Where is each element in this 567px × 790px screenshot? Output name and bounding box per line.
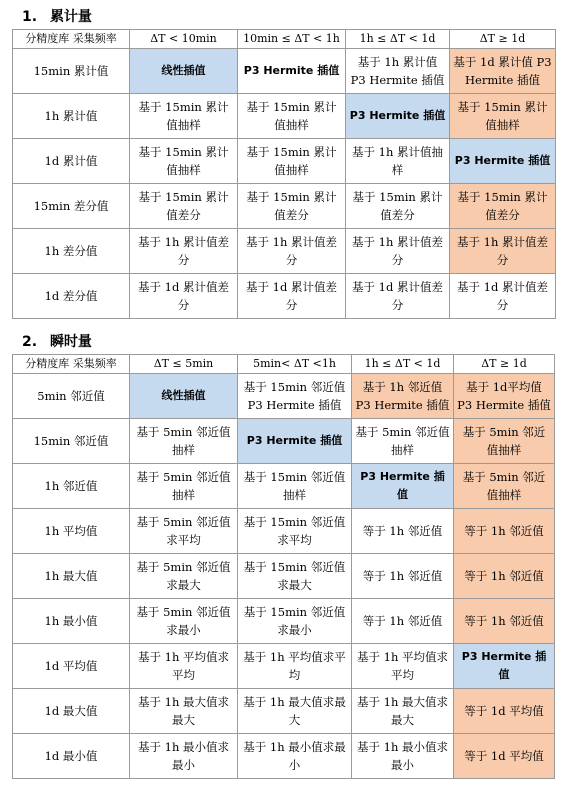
table-cell: 等于 1d 平均值 (454, 734, 555, 779)
table-cell: 基于 1d 累计值差分 (346, 274, 450, 319)
table-cell: 等于 1h 邻近值 (352, 599, 454, 644)
table-cell: 基于 1h 累计值 P3 Hermite 插值 (346, 49, 450, 94)
table-cell: 基于 15min 累计值抽样 (238, 139, 346, 184)
table-cell: 基于 15min 累计值抽样 (130, 94, 238, 139)
table-cell: P3 Hermite 插值 (352, 464, 454, 509)
table-cell: P3 Hermite 插值 (238, 49, 346, 94)
table-row (13, 554, 555, 599)
header-interval-4: ΔT ≥ 1d (450, 30, 556, 49)
table-cell: 基于 1h 累计值差分 (238, 229, 346, 274)
table-cell: 基于 1h 最小值求最小 (352, 734, 454, 779)
section1-title: 累计量 (49, 9, 92, 25)
table-cell: 基于 1h 最大值求最大 (238, 689, 352, 734)
table-cell: 基于 1h 平均值求平均 (238, 644, 352, 689)
table-cell: P3 Hermite 插值 (454, 644, 555, 689)
table-cell: 基于 1d平均值 P3 Hermite 插值 (454, 374, 555, 419)
table-cell: P3 Hermite 插值 (238, 419, 352, 464)
section2-number: 2. (22, 334, 38, 350)
table-row (13, 689, 555, 734)
row-label: 15min 邻近值 (13, 419, 130, 464)
table-cell: 基于 15min 邻近值求最小 (238, 599, 352, 644)
table-cell: 基于 15min 累计值差分 (238, 184, 346, 229)
table-row (13, 94, 556, 139)
accumulated-table (12, 29, 556, 319)
table-row (13, 644, 555, 689)
table-row (13, 139, 556, 184)
row-label: 5min 邻近值 (13, 374, 130, 419)
section1-number: 1. (22, 9, 38, 25)
header-interval-3: 1h ≤ ΔT < 1d (352, 355, 454, 374)
table-cell: 基于 15min 累计值抽样 (130, 139, 238, 184)
row-label: 15min 差分值 (13, 184, 130, 229)
table-cell: 等于 1h 邻近值 (454, 554, 555, 599)
header-interval-3: 1h ≤ ΔT < 1d (346, 30, 450, 49)
table-cell: 基于 1h 最大值求最大 (130, 689, 238, 734)
section2-title: 瞬时量 (49, 334, 92, 350)
table-cell: 基于 15min 邻近值抽样 (238, 464, 352, 509)
header-interval-2: 5min< ΔT <1h (238, 355, 352, 374)
table-cell: 基于 15min 累计值差分 (346, 184, 450, 229)
table-cell: 基于 15min 邻近值求平均 (238, 509, 352, 554)
row-label: 1h 最大值 (13, 554, 130, 599)
table-cell: 基于 1h 累计值差分 (346, 229, 450, 274)
table-cell: P3 Hermite 插值 (450, 139, 556, 184)
table-cell: 基于 1d 累计值差分 (130, 274, 238, 319)
header-row (13, 30, 556, 49)
table-cell: 基于 1h 最小值求最小 (130, 734, 238, 779)
header-row-label: 分精度库 采集频率 (13, 355, 130, 374)
header-interval-1: ΔT ≤ 5min (130, 355, 238, 374)
section2-heading (22, 331, 92, 351)
table-cell: 基于 15min 累计值差分 (130, 184, 238, 229)
table-cell: 基于 1h 平均值求平均 (130, 644, 238, 689)
table-row (13, 464, 555, 509)
table-cell: 等于 1d 平均值 (454, 689, 555, 734)
table-cell: 基于 5min 邻近值抽样 (454, 464, 555, 509)
section1-heading (22, 6, 92, 26)
table-cell: 基于 5min 邻近值抽样 (454, 419, 555, 464)
row-label: 1d 累计值 (13, 139, 130, 184)
row-label: 1h 邻近值 (13, 464, 130, 509)
table-cell: 基于 5min 邻近值求最大 (130, 554, 238, 599)
table-cell: 基于 1h 邻近值 P3 Hermite 插值 (352, 374, 454, 419)
row-label: 1h 累计值 (13, 94, 130, 139)
row-label: 1h 最小值 (13, 599, 130, 644)
table-cell: 等于 1h 邻近值 (352, 509, 454, 554)
header-row (13, 355, 555, 374)
header-interval-2: 10min ≤ ΔT < 1h (238, 30, 346, 49)
table-cell: 基于 1d 累计值差分 (238, 274, 346, 319)
table-row (13, 599, 555, 644)
table-row (13, 509, 555, 554)
table-cell: 基于 15min 累计值差分 (450, 184, 556, 229)
table-cell: 基于 5min 邻近值求平均 (130, 509, 238, 554)
table-row (13, 49, 556, 94)
table-cell: 基于 1h 累计值抽样 (346, 139, 450, 184)
table-row (13, 274, 556, 319)
table-row (13, 419, 555, 464)
table-cell: 等于 1h 邻近值 (454, 599, 555, 644)
table-cell: 基于 15min 邻近值求最大 (238, 554, 352, 599)
table-row (13, 184, 556, 229)
table-cell: 线性插值 (130, 374, 238, 419)
table-cell: 基于 5min 邻近值抽样 (352, 419, 454, 464)
table-cell: 基于 5min 邻近值抽样 (130, 419, 238, 464)
table-cell: 等于 1h 邻近值 (352, 554, 454, 599)
table-cell: P3 Hermite 插值 (346, 94, 450, 139)
row-label: 15min 累计值 (13, 49, 130, 94)
table-cell: 基于 1h 最大值求最大 (352, 689, 454, 734)
table-cell: 基于 1h 最小值求最小 (238, 734, 352, 779)
table-row (13, 229, 556, 274)
table-cell: 基于 1d 累计值差分 (450, 274, 556, 319)
table-cell: 基于 5min 邻近值求最小 (130, 599, 238, 644)
row-label: 1d 差分值 (13, 274, 130, 319)
table-cell: 基于 1h 累计值差分 (450, 229, 556, 274)
table-cell: 基于 1h 累计值差分 (130, 229, 238, 274)
table-cell: 基于 1d 累计值 P3 Hermite 插值 (450, 49, 556, 94)
table-cell: 基于 5min 邻近值抽样 (130, 464, 238, 509)
table-cell: 基于 15min 邻近值 P3 Hermite 插值 (238, 374, 352, 419)
header-row-label: 分精度库 采集频率 (13, 30, 130, 49)
table-cell: 基于 15min 累计值抽样 (450, 94, 556, 139)
table-cell: 等于 1h 邻近值 (454, 509, 555, 554)
table-cell: 基于 15min 累计值抽样 (238, 94, 346, 139)
table-cell: 线性插值 (130, 49, 238, 94)
header-interval-4: ΔT ≥ 1d (454, 355, 555, 374)
table-cell: 基于 1h 平均值求平均 (352, 644, 454, 689)
row-label: 1d 最小值 (13, 734, 130, 779)
header-interval-1: ΔT < 10min (130, 30, 238, 49)
instantaneous-table (12, 354, 555, 779)
row-label: 1d 最大值 (13, 689, 130, 734)
table-row (13, 734, 555, 779)
table-row (13, 374, 555, 419)
row-label: 1h 差分值 (13, 229, 130, 274)
row-label: 1d 平均值 (13, 644, 130, 689)
row-label: 1h 平均值 (13, 509, 130, 554)
